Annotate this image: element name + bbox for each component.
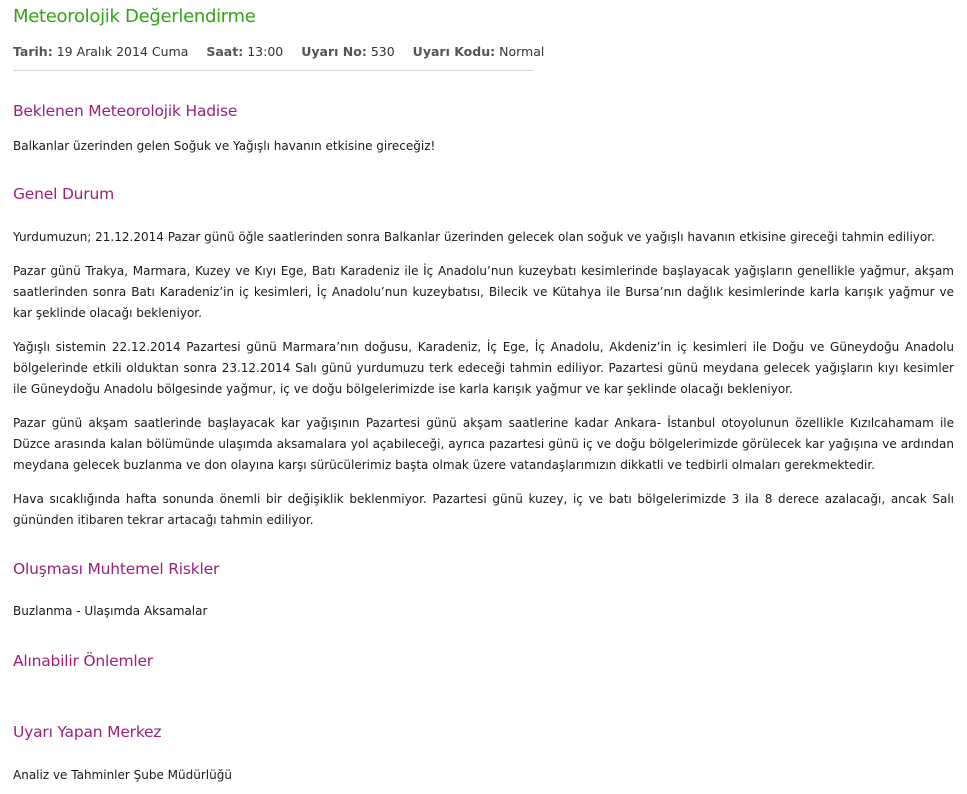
center-text: Analiz ve Tahminler Şube Müdürlüğü bbox=[13, 768, 232, 782]
warning-no-label: Uyarı No: bbox=[301, 44, 367, 59]
expected-event-heading: Beklenen Meteorolojik Hadise bbox=[13, 102, 238, 120]
time-label: Saat: bbox=[206, 44, 244, 59]
date-label: Tarih: bbox=[13, 44, 53, 59]
time-value: 13:00 bbox=[247, 44, 284, 59]
general-paragraph-3: Yağışlı sistemin 22.12.2014 Pazartesi günü Marmara’nın doğusu, Karadeniz, İç Ege, İç Anadolu, Akdeniz’in iç kesimleri ile Doğu ve Güneydoğu Anadolu bölgelerinde etkili olduktan sonra 23.12.2014 Salı günü yurdumuzu terk edeceği tahmin ediliyor. Pazartesi günü meydana gelecek yağışların kıyı kesimler ile Güneydoğu Anadolu bölgesinde yağmur, iç ve doğu bölgelerimizde ise karla karışık yağmur ve kar şeklinde olacağı bekleniyor. bbox=[13, 340, 954, 396]
date-value: 19 Aralık 2014 Cuma bbox=[56, 44, 189, 59]
center-heading: Uyarı Yapan Merkez bbox=[13, 723, 162, 741]
risks-text: Buzlanma - Ulaşımda Aksamalar bbox=[13, 604, 208, 618]
warning-code-value: Normal bbox=[499, 44, 545, 59]
general-paragraph-5: Hava sıcaklığında hafta sonunda önemli bir değişiklik beklenmiyor. Pazartesi günü kuzey, iç ve batı bölgelerimizde 3 ila 8 derece azalacağı, ancak Salı gününden itibaren tekrar artacağı tahmin ediliyor. bbox=[13, 492, 954, 527]
warning-code-label: Uyarı Kodu: bbox=[412, 44, 496, 59]
general-paragraph-1: Yurdumuzun; 21.12.2014 Pazar günü öğle saatlerinden sonra Balkanlar üzerinden gelecek olan soğuk ve yağışlı havanın etkisine gireceği tahmin ediliyor. bbox=[13, 230, 935, 244]
warning-meta-bar bbox=[13, 44, 545, 71]
expected-event-text: Balkanlar üzerinden gelen Soğuk ve Yağışlı havanın etkisine gireceğiz! bbox=[13, 139, 436, 153]
general-paragraph-2: Pazar günü Trakya, Marmara, Kuzey ve Kıyı Ege, Batı Karadeniz ile İç Anadolu’nun kuzeybatı kesimlerinde başlayacak yağışların genellikle yağmur, akşam saatlerinden sonra Batı Karadeniz’in iç kesimleri, İç Anadolu’nun kuzeybatısı, Bilecik ve Kütahya ile Bursa’nın dağlık kesimlerinde karla karışık yağmur ve kar şeklinde olacağı bekleniyor. bbox=[13, 264, 954, 320]
measures-heading: Alınabilir Önlemler bbox=[13, 652, 153, 670]
risks-heading: Oluşması Muhtemel Riskler bbox=[13, 560, 220, 578]
page-title: Meteorolojik Değerlendirme bbox=[13, 6, 256, 27]
general-situation-heading: Genel Durum bbox=[13, 185, 114, 203]
general-paragraph-4: Pazar günü akşam saatlerinde başlayacak kar yağışının Pazartesi günü akşam saatlerine kadar Ankara- İstanbul otoyolunun özellikle Kızılcahamam ile Düzce arasında kalan bölümünde ulaşımda aksamalara yol açabileceği, ayrıca pazartesi günü iç ve doğu bölgelerimizde görülecek kar yağışına ve ardından meydana gelecek buzlanma ve don olayına karşı sürücülerimiz başta olmak üzere vatandaşlarımızın dikkatli ve tedbirli olmaları gerekmektedir. bbox=[13, 416, 954, 472]
warning-no-value: 530 bbox=[370, 44, 395, 59]
